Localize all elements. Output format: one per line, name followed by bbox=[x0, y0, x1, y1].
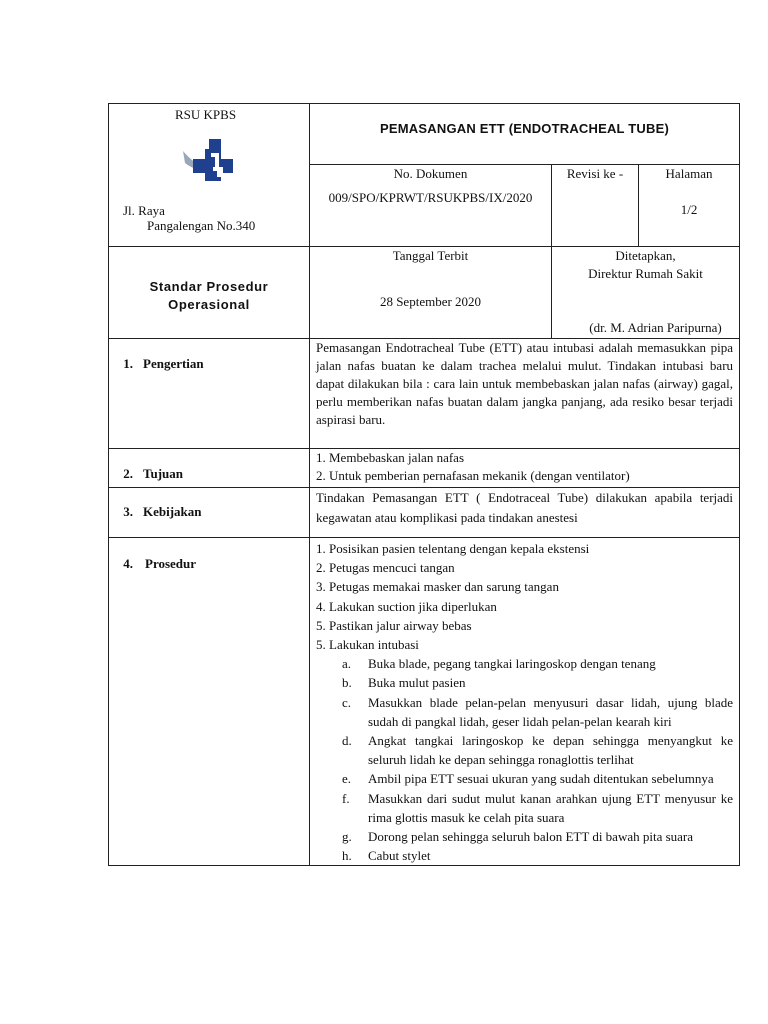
prosedur-label: Prosedur bbox=[145, 556, 197, 571]
doc-number-cell bbox=[310, 165, 552, 247]
tujuan-item: 2. Untuk pemberian pernafasan mekanik (dengan ventilator) bbox=[316, 468, 630, 483]
pengertian-label-cell bbox=[109, 339, 310, 449]
tujuan-label-cell bbox=[109, 449, 310, 488]
sop-label-line-1: Standar Prosedur bbox=[149, 279, 269, 294]
prosedur-step: 5. Pastikan jalur airway bebas bbox=[316, 617, 472, 633]
ditetapkan-line-2: Direktur Rumah Sakit bbox=[588, 266, 703, 281]
prosedur-step: 3. Petugas memakai masker dan sarung tangan bbox=[316, 579, 559, 595]
revisi-cell bbox=[552, 165, 639, 247]
revisi-label: Revisi ke - bbox=[566, 166, 624, 181]
prosedur-substep bbox=[316, 769, 733, 788]
pengertian-text: Pemasangan Endotracheal Tube (ETT) atau intubasi adalah memasukkan pipa jalan nafas buatan ke dalam trachea melalui mulut. Tindakan intubasi baru dapat dilakukan bila : cara lain untuk membebaskan jalan nafas (airway) gagal, perlu memberikan nafas buatan dalam jangka panjang, ada resiko besar terjadi aspirasi baru. bbox=[310, 339, 740, 449]
address-line-2: Pangalengan No.340 bbox=[147, 218, 256, 233]
sop-table bbox=[108, 103, 740, 866]
prosedur-step: 5. Lakukan intubasi bbox=[316, 637, 419, 653]
halaman-cell bbox=[639, 165, 740, 247]
substep-text: Dorong pelan sehingga seluruh balon ETT di bawah pita suara bbox=[368, 829, 694, 845]
ditetapkan-line-1: Ditetapkan, bbox=[615, 248, 676, 263]
kebijakan-number: 3. bbox=[123, 504, 133, 519]
substep-text: Buka mulut pasien bbox=[368, 675, 466, 691]
halaman-value: 1/2 bbox=[680, 202, 698, 217]
document-title: PEMASANGAN ETT (ENDOTRACHEAL TUBE) bbox=[310, 104, 740, 165]
substep-text: Ambil pipa ETT sesuai ukuran yang sudah ditentukan sebelumnya bbox=[368, 771, 714, 787]
substep-text: Buka blade, pegang tangkai laringoskop dengan tenang bbox=[368, 656, 656, 672]
substep-marker: h. bbox=[342, 848, 352, 864]
tanggal-label: Tanggal Terbit bbox=[392, 248, 469, 263]
prosedur-substep bbox=[316, 827, 733, 846]
prosedur-label-cell bbox=[109, 538, 310, 866]
prosedur-substep bbox=[316, 693, 733, 731]
substep-text: Angkat tangkai laringoskop ke depan sehingga menyangkut ke seluruh lidah ke depan sehingga ronaglottis terlihat bbox=[368, 733, 734, 768]
tanggal-value: 28 September 2020 bbox=[379, 294, 482, 309]
prosedur-step: 2. Petugas mencuci tangan bbox=[316, 560, 455, 576]
substep-marker: e. bbox=[342, 771, 352, 787]
substep-text: Masukkan dari sudut mulut kanan arahkan ujung ETT menyusur ke rima glottis masuk ke celah pita suara bbox=[368, 790, 734, 825]
substep-marker: c. bbox=[342, 694, 352, 710]
substep-marker: b. bbox=[342, 675, 352, 691]
prosedur-substep bbox=[316, 846, 733, 865]
prosedur-number: 4. bbox=[123, 556, 133, 571]
ditetapkan-cell bbox=[552, 247, 740, 339]
substep-marker: g. bbox=[342, 829, 352, 845]
kebijakan-text: Tindakan Pemasangan ETT ( Endotraceal Tube) dilakukan apabila terjadi kegawatan atau komplikasi pada tindakan anestesi bbox=[310, 488, 740, 538]
address-line-1: Jl. Raya bbox=[123, 203, 165, 218]
prosedur-substep bbox=[316, 789, 733, 827]
kebijakan-label-cell bbox=[109, 488, 310, 538]
tujuan-label: Tujuan bbox=[143, 466, 183, 481]
prosedur-list bbox=[310, 538, 740, 866]
pengertian-number: 1. bbox=[123, 356, 133, 371]
substep-text: Cabut stylet bbox=[368, 848, 431, 864]
rsu-kpbs-logo-icon bbox=[179, 137, 243, 193]
prosedur-substep bbox=[316, 654, 733, 673]
sop-label-line-2: Operasional bbox=[168, 297, 250, 312]
director-name: (dr. M. Adrian Paripurna) bbox=[589, 320, 722, 335]
substep-marker: f. bbox=[342, 790, 350, 806]
tujuan-number: 2. bbox=[123, 466, 133, 481]
halaman-label: Halaman bbox=[665, 166, 713, 181]
kebijakan-label: Kebijakan bbox=[143, 504, 202, 519]
prosedur-substep bbox=[316, 731, 733, 769]
sop-label-cell bbox=[109, 247, 310, 339]
prosedur-step: 4. Lakukan suction jika diperlukan bbox=[316, 598, 497, 614]
hospital-name: RSU KPBS bbox=[175, 107, 237, 122]
doc-number-label: No. Dokumen bbox=[393, 166, 468, 181]
substep-marker: a. bbox=[342, 656, 352, 672]
tanggal-cell bbox=[310, 247, 552, 339]
prosedur-substep bbox=[316, 673, 733, 692]
pengertian-label: Pengertian bbox=[143, 356, 204, 371]
substep-marker: d. bbox=[342, 733, 352, 749]
prosedur-step: 1. Posisikan pasien telentang dengan kepala ekstensi bbox=[316, 541, 590, 556]
doc-number-value: 009/SPO/KPRWT/RSUKPBS/IX/2020 bbox=[328, 190, 533, 205]
tujuan-item: 1. Membebaskan jalan nafas bbox=[316, 450, 465, 465]
substep-text: Masukkan blade pelan-pelan menyusuri dasar lidah, ujung blade sudah di pangkal lidah, geser lidah pelan-pelan kearah kiri bbox=[368, 694, 734, 729]
tujuan-list bbox=[310, 449, 740, 488]
hospital-cell bbox=[109, 104, 310, 247]
